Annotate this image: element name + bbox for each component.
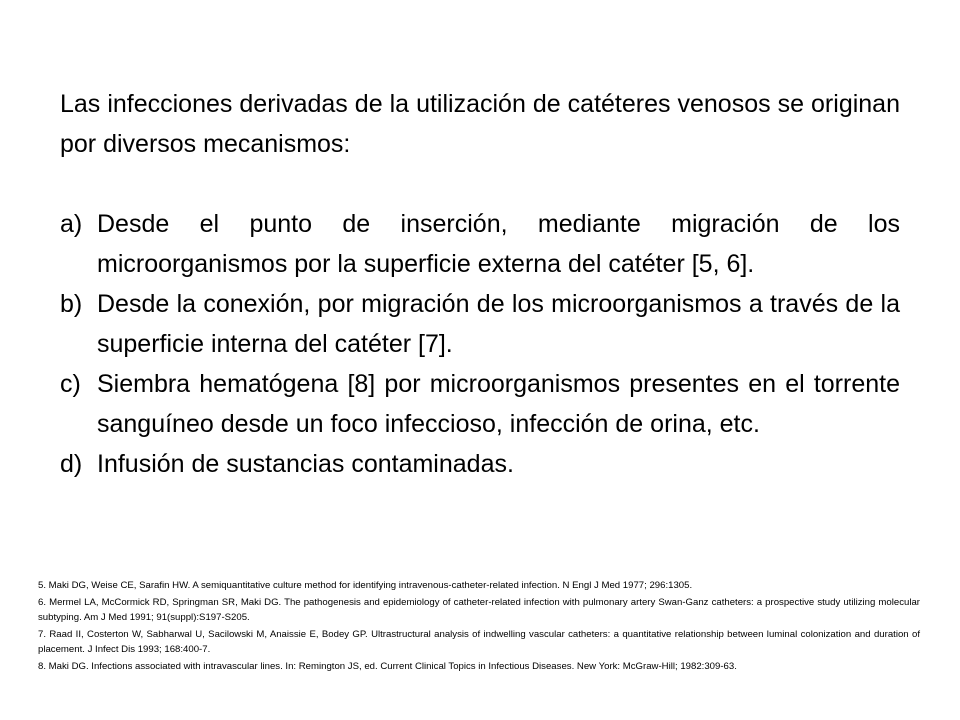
intro-paragraph: Las infecciones derivadas de la utilización de catéteres venosos se originan por diversos mecanismos: bbox=[60, 90, 900, 158]
mechanism-text: Desde el punto de inserción, mediante migración de los microorganismos por la superficie externa del catéter [5, 6]. bbox=[97, 210, 900, 278]
reference-5: 5. Maki DG, Weise CE, Sarafin HW. A semiquantitative culture method for identifying intravenous-catheter-related infection. N Engl J Med 1977; 296:1305. bbox=[38, 580, 693, 591]
main-text-block bbox=[60, 84, 900, 484]
mechanism-text: Siembra hematógena [8] por microorganismos presentes en el torrente sanguíneo desde un foco infeccioso, infección de orina, etc. bbox=[97, 370, 900, 438]
mechanism-item-d bbox=[60, 444, 900, 484]
mechanism-marker: c) bbox=[60, 370, 81, 398]
mechanism-item-c bbox=[60, 364, 900, 444]
mechanism-item-b bbox=[60, 284, 900, 364]
reference-7: 7. Raad II, Costerton W, Sabharwal U, Sacilowski M, Anaissie E, Bodey GP. Ultrastructural analysis of indwelling vascular catheters: a quantitative relationship between luminal colonization and duration of placement. J Infect Dis 1993; 168:400-7. bbox=[38, 629, 920, 655]
mechanism-text: Infusión de sustancias contaminadas. bbox=[97, 450, 514, 478]
mechanism-text: Desde la conexión, por migración de los microorganismos a través de la superficie interna del catéter [7]. bbox=[97, 290, 900, 358]
mechanism-marker: a) bbox=[60, 210, 83, 238]
reference-8: 8. Maki DG. Infections associated with intravascular lines. In: Remington JS, ed. Current Clinical Topics in Infectious Diseases. New York: McGraw-Hill; 1982:309-63. bbox=[38, 661, 737, 672]
mechanism-marker: d) bbox=[60, 450, 83, 478]
mechanism-item-a bbox=[60, 204, 900, 284]
reference-6: 6. Mermel LA, McCormick RD, Springman SR, Maki DG. The pathogenesis and epidemiology of catheter-related infection with pulmonary artery Swan-Ganz catheters: a prospective study utilizing molecular subtyping. Am J Med 1991; 91(suppl):S197-S205. bbox=[38, 597, 920, 623]
mechanism-marker: b) bbox=[60, 290, 83, 318]
references-block bbox=[38, 578, 920, 676]
mechanism-list bbox=[60, 204, 900, 484]
